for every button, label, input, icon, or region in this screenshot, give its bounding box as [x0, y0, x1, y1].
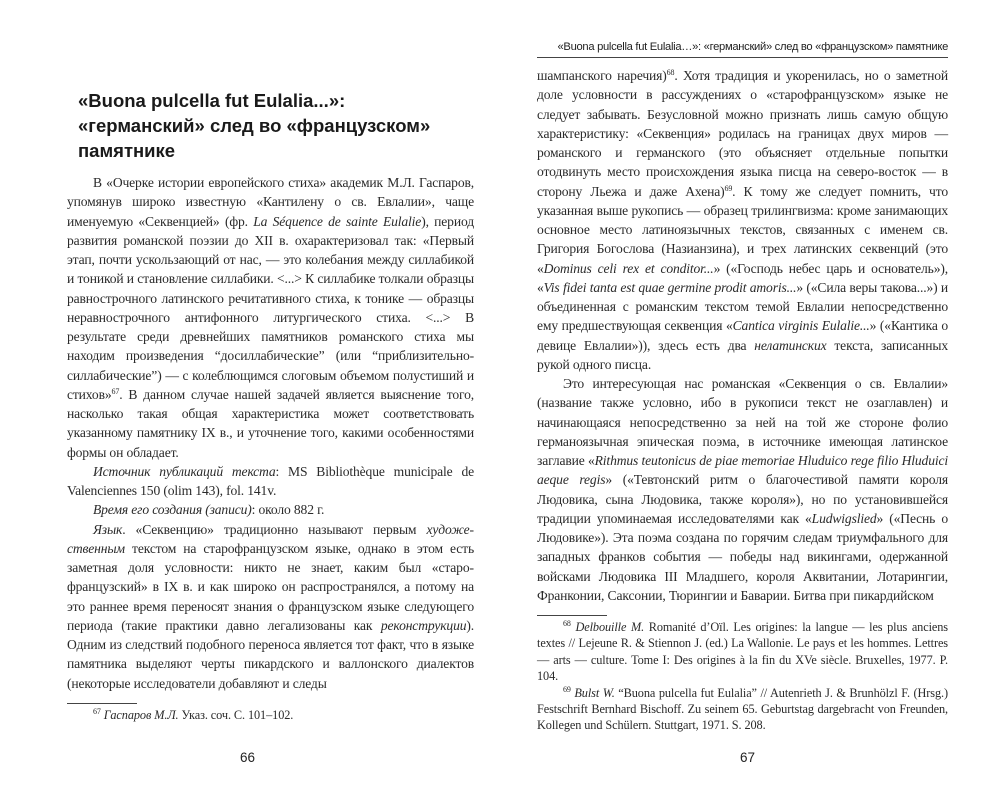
heading-line: памятнике [78, 140, 176, 161]
footnote-ref: 68 [563, 619, 571, 628]
text-run: Romanité d’Oïl. Les origines: la langue — les plus anciens textes // Lejeune R. & Stiennon J. (ed.) La Wallonie. Le pays et les hommes. Lettres — arts — culture. Tome I: Des origines à la fin du XVe siècle. Bruxelles, 1977. P. 104. [537, 620, 948, 684]
italic-text: Rithmus teutonicus de piae memoriae Hluduico rege filio Hluduici aeque regis [537, 453, 948, 488]
text-run: : MS Bibliothèque municipale de Valenciennes 150 (olim 143), fol. 141v. [67, 463, 474, 498]
footnote [537, 685, 948, 734]
footnote [537, 619, 948, 685]
text-run: » («Кантика о девице Евлалии»)), здесь есть два [537, 318, 948, 353]
text-run: » («Тевтонский ритм о благочестивой памяти короля Людовика, сына Людовика, также короля»), но по установившейся традиции упоминаемая исследователями как « [537, 472, 948, 526]
footnote-ref: 69 [724, 183, 733, 193]
italic-text: Delbouille M. [575, 620, 645, 634]
running-header: «Buona pulcella fut Eulalia…»: «германский» след во «французском» памятнике [537, 41, 948, 58]
page-number: 66 [240, 749, 256, 765]
paragraph [537, 66, 948, 374]
italic-text: Cantica virginis Eulalie... [732, 318, 870, 334]
italic-text: Ludwigslied [811, 510, 877, 526]
paragraph [67, 520, 474, 693]
text-run: текста, записанных рукой одного писца. [537, 337, 948, 372]
page-number: 67 [740, 749, 756, 765]
italic-text: Dominus celi rex et conditor... [543, 260, 714, 276]
text-run: » («Господь небес царь и основатель»), « [537, 260, 948, 295]
text-run: “Buona pulcella fut Eulalia” // Autenrieth J. & Brunhölzl F. (Hrsg.) Festschrift Bernhard Bischoff. Zu seinem 65. Geburtstag dargebracht von Freunden, Kollegen und Schülern. Stuttgart, 1971. S. 208. [537, 685, 949, 733]
text-run: » («Сила веры такова...») и объединенная с романским текстом темой Евлалии непосредственно ему предшествующая секвенция « [537, 279, 948, 334]
paragraph [67, 500, 474, 519]
footnotes [67, 707, 474, 723]
right-page [500, 0, 1000, 809]
italic-text: Язык [93, 521, 123, 537]
footnote-ref: 68 [666, 68, 675, 77]
italic-text: реконструкции [380, 617, 467, 633]
italic-text: La Séquence de sainte Eulalie [253, 213, 422, 229]
paragraph [537, 374, 948, 605]
text-run: . «Секвенцию» традиционно называют первым [122, 521, 427, 537]
italic-text: Vis fidei tanta est quae germine prodit amoris... [543, 279, 797, 295]
footnote-ref: 67 [111, 386, 120, 396]
footnotes [537, 619, 948, 734]
text-run: Указ. соч. С. 101–102. [178, 707, 294, 722]
italic-text: Источник публикаций текста [93, 463, 276, 479]
text-run: Это интересующая нас романская «Секвенция о св. Евлалии» (название также условно, ибо в рукописи текст не озаглавлен) и начинающаяся непосредственно за ней на той же стороне фолио германоязычная эпическая поэма, в источнике имеющая латинское заглавие « [537, 376, 948, 468]
text-run: . К тому же следует помнить, что указанная выше рукопись — образец трилингвизма: кроме занимающих основное место латиноязычных текстов, связанных с именем св. Григория Богослова (Назианзина), и трех латинских секвенций (это « [537, 183, 948, 276]
italic-text: Bulst W. [574, 685, 615, 700]
text-run: В «Очерке истории европейского стиха» академик М.Л. Гаспаров, упомянув широко известную «Кантилену о св. Евлалии», чаще именуемую «Секвенцией» (фр. [67, 175, 474, 229]
chapter-heading [78, 88, 474, 163]
heading-line: «Buona pulcella fut Eulalia...»: [78, 90, 346, 111]
italic-text: нелатинских [754, 337, 827, 353]
footnote-ref: 69 [563, 684, 571, 694]
text-run: » («Песнь о Людовике»). Эта поэма создана по горячим следам триумфального для западных франков события — победы над викингами, одержанной войсками Людовика III Младшего, короля Аквитании, Лотарингии, Франконии, Саксонии, Тюрингии и Баварии. Битва при пикардийском [537, 510, 948, 603]
italic-text: Время его создания (записи) [93, 502, 252, 518]
footnote-divider [67, 703, 137, 704]
text-run: текстом на старофранцузском языке, однако в этом есть заметная доля условности: никто не знает, каким был «старофранцузский» в IX в. и как широко он распространялся, а потому на это раннее время переносят знания о французском языке следующего периода (такие практики давно легализованы как [67, 540, 474, 633]
paragraph [67, 173, 474, 462]
footnote-divider [537, 615, 607, 616]
body-text [67, 173, 474, 693]
heading-line: «германский» след во «французском» [78, 115, 431, 136]
footnote [67, 707, 474, 723]
text-run: ). Одним из следствий подобного переноса является тот факт, что в языке памятника выделяют черты пикардского и валлонского диалектов (некоторые исследователи добавляют и следы [67, 617, 474, 691]
text-run: . В данном случае нашей задачей является выяснение того, насколько такая общая характеристика может соответствовать указанному памятнику IX в., и уточнение того, какими особенностями формы он обладает. [67, 386, 474, 460]
text-run: . Хотя традиция и укоренилась, но о заметной доле условности в рассуждениях о «старофранцузском» языке не следует забывать. Безусловной можно признать лишь самую общую характеристику: «Секвенция» родилась на границах двух миров — романского и германского (это объясняет отдельные попытки отодвинуть место происхождения языка писца на северо-восток — в сторону Льежа и даже Ахена) [537, 68, 948, 199]
paragraph [67, 462, 474, 501]
footnote-ref: 67 [93, 706, 101, 716]
text-run: шампанского наречия) [537, 68, 667, 83]
italic-text: Гаспаров М.Л. [103, 707, 179, 722]
body-text [537, 66, 948, 605]
text-run: ), период развития романской поэзии до XII в. охарактеризовал так: «Первый этап, почти ускользающий от нас, — это колебания между силлабикой и тоникой и становление силлабики. <...> К силлабике толкали образцы равнострочного латинского речитативного стиха, к тонике — образцы неравнострочного антифонного литургического стиха. <...> В результате среди древнейших памятников романского стиха мы находим произведения “досиллабические” (или “приблизительно-силлабические”) — с колеблющимся слоговым объемом полустиший и стихов» [67, 213, 474, 402]
text-run: : около 882 г. [251, 502, 325, 518]
italic-text: художественным [67, 521, 474, 556]
